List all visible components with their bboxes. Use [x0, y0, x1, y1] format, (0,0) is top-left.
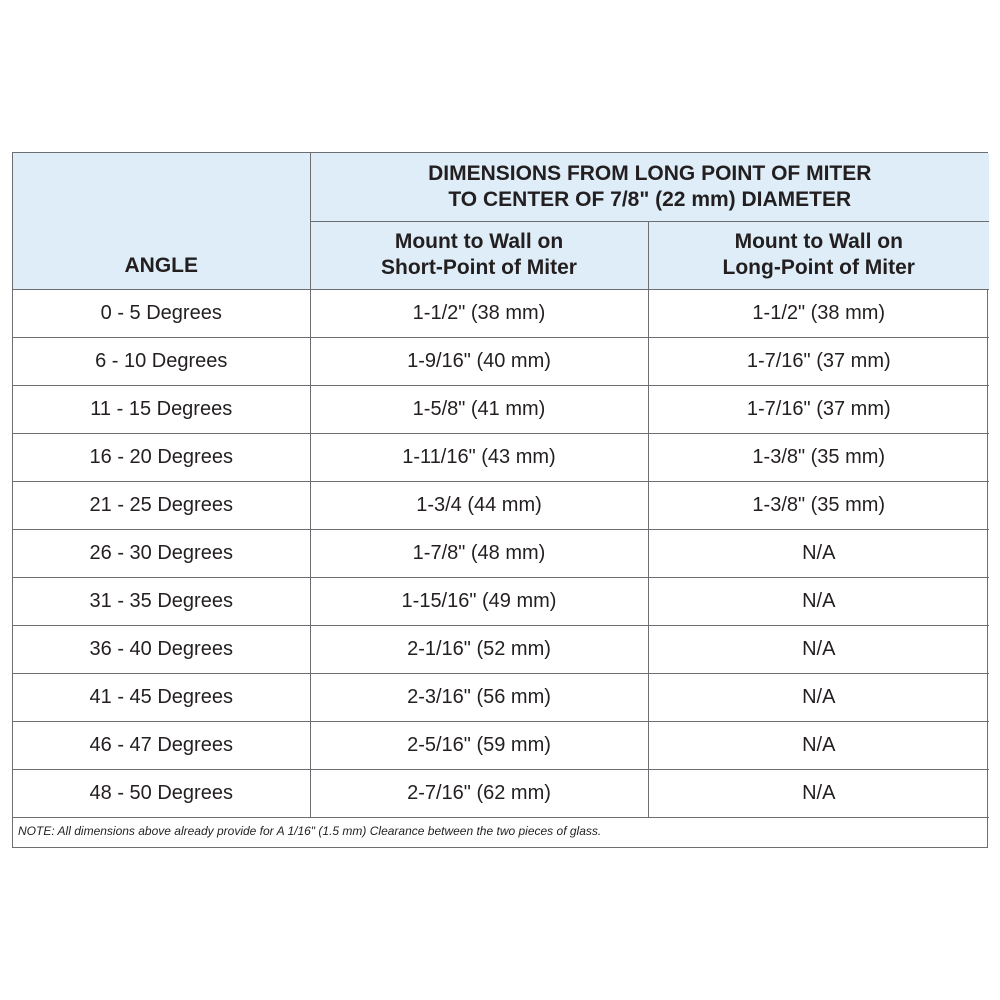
- short-point-dimension-cell: 1-7/8" (48 mm): [310, 529, 648, 577]
- table-row: [13, 337, 989, 385]
- short-point-header-line-1: Mount to Wall on: [394, 230, 564, 253]
- table-row: [13, 721, 989, 769]
- short-point-dimension-cell: 1-1/2" (38 mm): [310, 289, 648, 337]
- dimensions-table: [13, 153, 989, 844]
- long-point-column-header: [648, 221, 989, 289]
- angle-cell: 0 - 5 Degrees: [13, 289, 310, 337]
- short-point-header-line-2: Short-Point of Miter: [381, 256, 577, 279]
- table-row: [13, 529, 989, 577]
- short-point-dimension-cell: 2-1/16" (52 mm): [310, 625, 648, 673]
- short-point-dimension-cell: 2-3/16" (56 mm): [310, 673, 648, 721]
- table-row: [13, 769, 989, 817]
- table-row: [13, 433, 989, 481]
- table-note: NOTE: All dimensions above already provide for A 1/16" (1.5 mm) Clearance between the two pieces of glass.: [13, 817, 989, 844]
- short-point-dimension-cell: 2-7/16" (62 mm): [310, 769, 648, 817]
- long-point-dimension-cell: N/A: [648, 721, 989, 769]
- long-point-dimension-cell: N/A: [648, 577, 989, 625]
- long-point-header-line-1: Mount to Wall on: [734, 230, 903, 253]
- long-point-dimension-cell: 1-1/2" (38 mm): [648, 289, 989, 337]
- angle-cell: 31 - 35 Degrees: [13, 577, 310, 625]
- angle-cell: 16 - 20 Degrees: [13, 433, 310, 481]
- short-point-dimension-cell: 1-11/16" (43 mm): [310, 433, 648, 481]
- dimensions-group-header: [310, 153, 989, 221]
- short-point-dimension-cell: 1-15/16" (49 mm): [310, 577, 648, 625]
- dimensions-header-line-1: DIMENSIONS FROM LONG POINT OF MITER: [428, 161, 872, 185]
- angle-cell: 41 - 45 Degrees: [13, 673, 310, 721]
- long-point-dimension-cell: N/A: [648, 625, 989, 673]
- angle-cell: 11 - 15 Degrees: [13, 385, 310, 433]
- short-point-dimension-cell: 1-5/8" (41 mm): [310, 385, 648, 433]
- angle-cell: 48 - 50 Degrees: [13, 769, 310, 817]
- angle-cell: 6 - 10 Degrees: [13, 337, 310, 385]
- long-point-dimension-cell: 1-7/16" (37 mm): [648, 337, 989, 385]
- angle-cell: 46 - 47 Degrees: [13, 721, 310, 769]
- long-point-header-line-2: Long-Point of Miter: [722, 256, 915, 279]
- angle-cell: 26 - 30 Degrees: [13, 529, 310, 577]
- short-point-column-header: [310, 221, 648, 289]
- angle-header-label: ANGLE: [124, 253, 198, 277]
- short-point-dimension-cell: 2-5/16" (59 mm): [310, 721, 648, 769]
- table-body: [13, 289, 989, 844]
- table-row: [13, 385, 989, 433]
- table-row: [13, 577, 989, 625]
- long-point-dimension-cell: N/A: [648, 529, 989, 577]
- long-point-dimension-cell: N/A: [648, 673, 989, 721]
- short-point-dimension-cell: 1-9/16" (40 mm): [310, 337, 648, 385]
- dimensions-header-line-2: TO CENTER OF 7/8" (22 mm) DIAMETER: [448, 187, 852, 211]
- long-point-dimension-cell: 1-3/8" (35 mm): [648, 433, 989, 481]
- table-row: [13, 289, 989, 337]
- angle-cell: 21 - 25 Degrees: [13, 481, 310, 529]
- table-row: [13, 673, 989, 721]
- short-point-dimension-cell: 1-3/4 (44 mm): [310, 481, 648, 529]
- long-point-dimension-cell: 1-3/8" (35 mm): [648, 481, 989, 529]
- angle-column-header: [13, 153, 310, 289]
- table-row: [13, 625, 989, 673]
- long-point-dimension-cell: 1-7/16" (37 mm): [648, 385, 989, 433]
- long-point-dimension-cell: N/A: [648, 769, 989, 817]
- dimensions-table-container: [12, 152, 988, 848]
- angle-cell: 36 - 40 Degrees: [13, 625, 310, 673]
- table-row: [13, 481, 989, 529]
